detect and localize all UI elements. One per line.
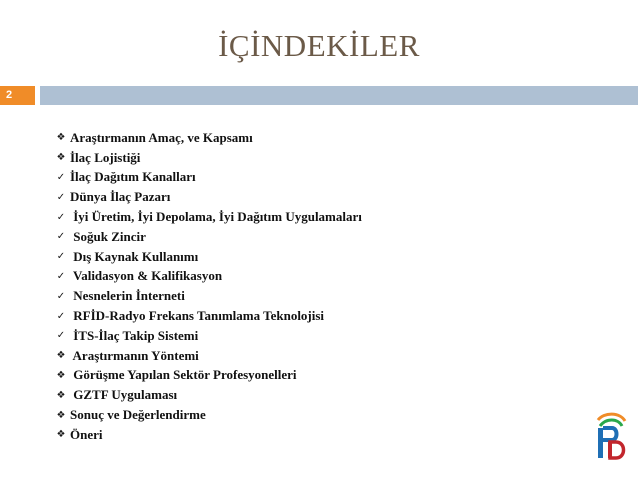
toc-item-label: İlaç Lojistiği: [70, 149, 141, 165]
toc-item: [52, 207, 362, 227]
diamond-bullet-icon: ❖: [56, 350, 66, 362]
toc-item: [52, 326, 362, 346]
toc-item: [52, 286, 362, 306]
toc-item: [52, 346, 362, 366]
diamond-bullet-icon: ❖: [56, 132, 66, 144]
checkmark-bullet-icon: ✓: [56, 211, 66, 223]
toc-item-label: RFİD-Radyo Frekans Tanımlama Teknolojisi: [70, 308, 325, 324]
diamond-bullet-icon: ❖: [56, 409, 66, 421]
checkmark-bullet-icon: ✓: [56, 191, 66, 203]
toc-item: [52, 385, 362, 405]
diamond-bullet-icon: ❖: [56, 389, 66, 401]
checkmark-bullet-icon: ✓: [56, 290, 66, 302]
toc-item: [52, 168, 362, 188]
checkmark-bullet-icon: ✓: [56, 330, 66, 342]
toc-item-label: Validasyon & Kalifikasyon: [70, 268, 223, 284]
toc-item-label: Öneri: [70, 426, 103, 442]
toc-item: [52, 148, 362, 168]
toc-item-label: Sonuç ve Değerlendirme: [70, 407, 206, 423]
toc-item-label: İTS-İlaç Takip Sistemi: [70, 327, 199, 343]
checkmark-bullet-icon: ✓: [56, 171, 66, 183]
checkmark-bullet-icon: ✓: [56, 310, 66, 322]
toc-item-label: İyi Üretim, İyi Depolama, İyi Dağıtım Uygulamaları: [70, 209, 362, 225]
checkmark-bullet-icon: ✓: [56, 251, 66, 263]
toc-item-label: Görüşme Yapılan Sektör Profesyonelleri: [70, 367, 297, 383]
toc-item: [52, 267, 362, 287]
slide-title: İÇİNDEKİLER: [218, 28, 420, 63]
toc-item: [52, 187, 362, 207]
toc-item: [52, 306, 362, 326]
diamond-bullet-icon: ❖: [56, 369, 66, 381]
checkmark-bullet-icon: ✓: [56, 270, 66, 282]
checkmark-bullet-icon: ✓: [56, 231, 66, 243]
diamond-bullet-icon: ❖: [56, 152, 66, 164]
toc-item-label: GZTF Uygulaması: [70, 387, 178, 403]
toc-item-label: İlaç Dağıtım Kanalları: [70, 169, 196, 185]
toc-item-label: Araştırmanın Amaç, ve Kapsamı: [70, 129, 253, 145]
toc-item-label: Dış Kaynak Kullanımı: [70, 248, 199, 264]
toc-item-label: Dünya İlaç Pazarı: [70, 189, 171, 205]
toc-item: [52, 247, 362, 267]
toc-item-label: Nesnelerin İnterneti: [70, 288, 185, 304]
toc-item: [52, 227, 362, 247]
toc-item: [52, 405, 362, 425]
toc-item-label: Soğuk Zincir: [70, 228, 146, 244]
toc-item: [52, 425, 362, 445]
rfid-logo-icon: [594, 412, 628, 464]
diamond-bullet-icon: ❖: [56, 429, 66, 441]
page-number: 2: [0, 86, 35, 105]
toc-item: [52, 366, 362, 386]
toc-item-label: Araştırmanın Yöntemi: [70, 347, 199, 363]
table-of-contents: [52, 128, 362, 445]
title-divider-bar: [40, 86, 638, 105]
toc-item: [52, 128, 362, 148]
